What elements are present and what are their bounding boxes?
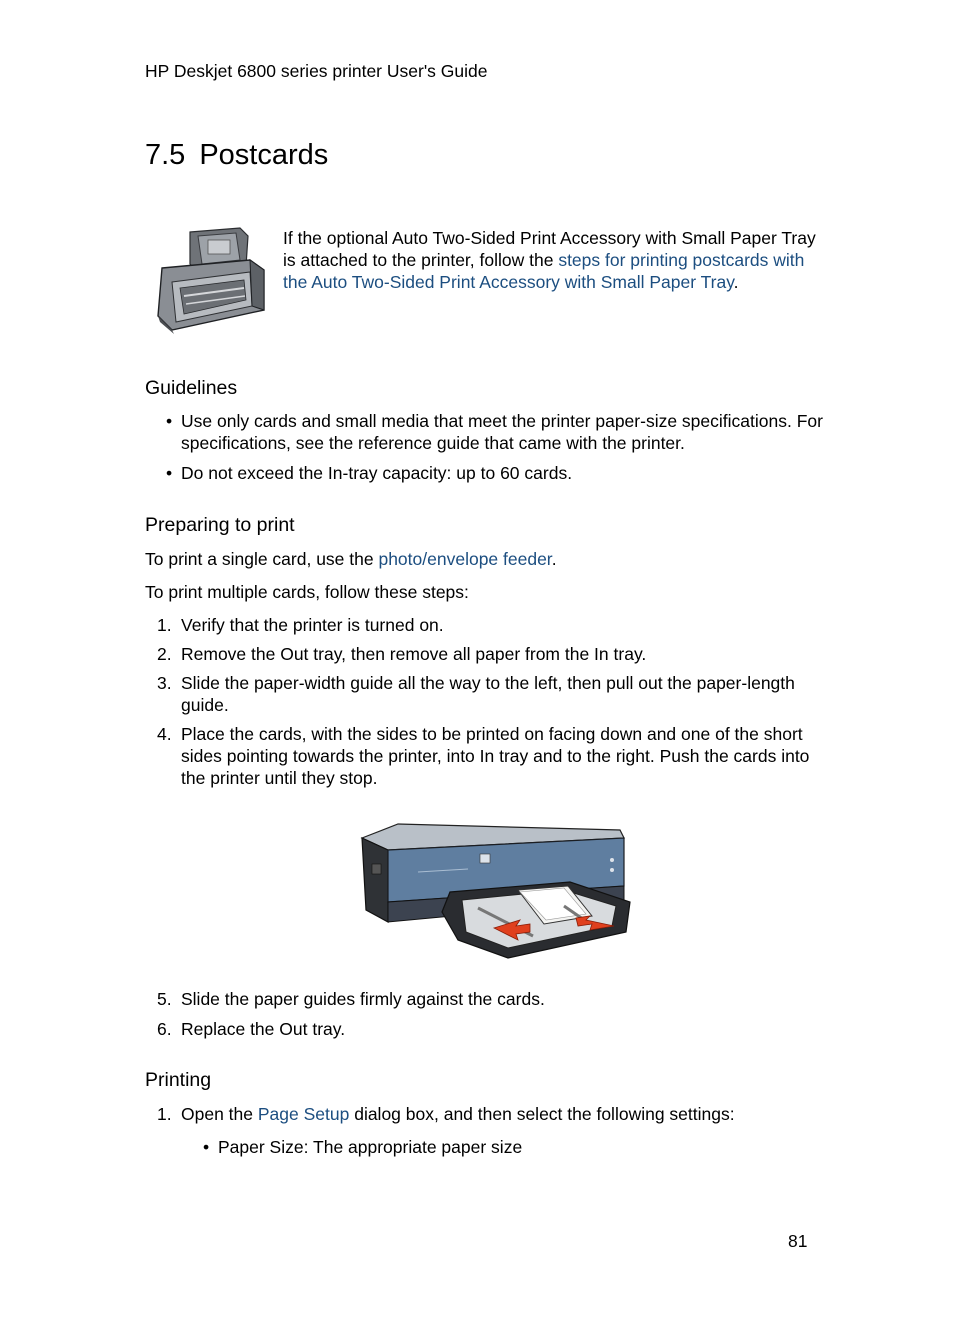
printing-steps-list	[145, 1103, 825, 1125]
list-item	[145, 410, 825, 454]
step-text: Slide the paper-width guide all the way to the left, then pull out the paper-length guide.	[181, 673, 795, 715]
section-title-text: Postcards	[199, 139, 329, 171]
step-number: 2.	[157, 644, 172, 664]
list-item	[145, 643, 825, 665]
list-item	[145, 1018, 825, 1040]
single-text-after: .	[551, 549, 557, 569]
intro-paragraph	[283, 227, 823, 293]
printing-heading: Printing	[145, 1069, 212, 1091]
list-item	[145, 1103, 825, 1125]
step-text: Remove the Out tray, then remove all paper from the In tray.	[181, 644, 647, 664]
page-setup-link[interactable]: Page Setup	[257, 1104, 350, 1124]
intro-text-before: If the optional Auto Two-Sided Print Accessory with Small Paper Tray is attached to the printer, follow the	[283, 228, 816, 270]
step-text-after: dialog box, and then select the following settings:	[349, 1104, 735, 1124]
bullet-marker: •	[203, 1137, 210, 1157]
single-card-paragraph	[145, 548, 825, 570]
list-item	[145, 723, 825, 789]
multiple-cards-intro: To print multiple cards, follow these steps:	[145, 582, 469, 602]
section-number: 7.5	[145, 139, 186, 171]
printer-loading-cards-image	[358, 820, 636, 962]
section-title	[145, 139, 328, 172]
step-number: 5.	[157, 989, 172, 1009]
list-item	[145, 988, 825, 1010]
page-number: 81	[788, 1231, 808, 1251]
step-text: Verify that the printer is turned on.	[181, 615, 444, 635]
step-number: 1.	[157, 615, 172, 635]
step-text-before: Open the	[181, 1104, 258, 1124]
list-item	[182, 1136, 822, 1158]
step-number: 1.	[157, 1104, 172, 1124]
intro-text-after: .	[733, 272, 739, 292]
guideline-text: Do not exceed the In-tray capacity: up to 60 cards.	[181, 463, 573, 483]
list-item	[145, 672, 825, 716]
step-text: Place the cards, with the sides to be printed on facing down and one of the short sides pointing towards the printer, into In tray and to the right. Push the cards into the printer until they stop.	[181, 724, 810, 788]
step-text: Replace the Out tray.	[181, 1019, 346, 1039]
preparing-heading: Preparing to print	[145, 514, 295, 536]
step-text: Slide the paper guides firmly against the cards.	[181, 989, 545, 1009]
duplex-accessory-image	[152, 226, 270, 334]
paper-size-text: : The appropriate paper size	[303, 1137, 523, 1157]
guidelines-heading: Guidelines	[145, 377, 238, 399]
paper-size-term: Paper Size	[218, 1137, 304, 1157]
photo-envelope-feeder-link[interactable]: photo/envelope feeder	[378, 549, 552, 569]
steps-list-continued	[145, 988, 825, 1040]
list-item	[145, 614, 825, 636]
bullet-marker: •	[166, 463, 173, 483]
steps-list	[145, 614, 825, 789]
guidelines-list	[145, 410, 825, 484]
bullet-marker: •	[166, 411, 173, 431]
guideline-text: Use only cards and small media that meet the printer paper-size specifications. For specifications, see the reference guide that came with the printer.	[181, 411, 823, 453]
single-text-before: To print a single card, use the	[145, 549, 379, 569]
step-number: 4.	[157, 724, 172, 744]
running-header: HP Deskjet 6800 series printer User's Guide	[145, 61, 488, 81]
list-item	[145, 462, 825, 484]
printing-settings-list	[182, 1136, 822, 1158]
step-number: 6.	[157, 1019, 172, 1039]
step-number: 3.	[157, 673, 172, 693]
duplex-postcards-link[interactable]: steps for printing postcards with the Auto Two-Sided Print Accessory with Small Paper Tray	[283, 250, 805, 292]
